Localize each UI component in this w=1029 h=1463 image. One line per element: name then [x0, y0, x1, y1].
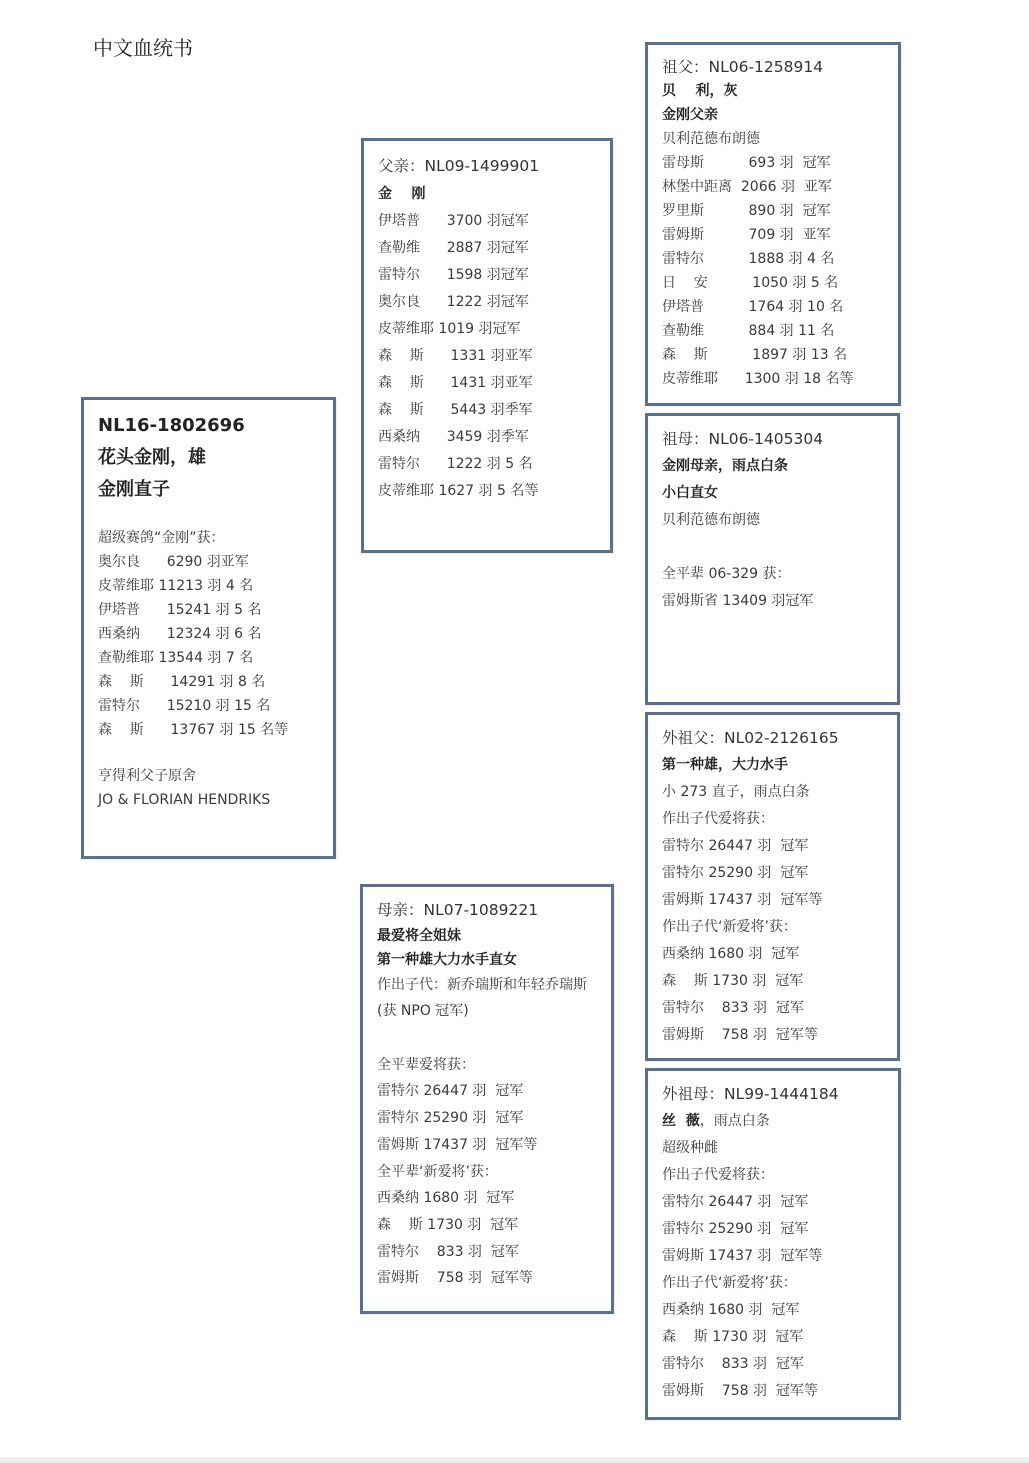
- record-line: 森 斯 14291 羽 8 名: [98, 674, 266, 690]
- paternal-grandsire-header: 祖父：NL06-1258914: [662, 58, 824, 76]
- record-line: 雷姆斯 709 羽 亚军: [662, 227, 831, 243]
- record-line: 雷母斯 693 羽 冠军: [662, 155, 831, 171]
- record-line: 作出子代‘新爱将’获：: [662, 1275, 797, 1291]
- bold-text-line: 金刚父亲: [662, 107, 718, 123]
- record-line: 西桑纳 3459 羽季军: [378, 429, 529, 445]
- record-line: 西桑纳 1680 羽 冠军: [662, 946, 800, 962]
- record-line: 雷姆斯 758 羽 冠军等: [377, 1270, 533, 1287]
- record-line: 西桑纳 1680 羽 冠军: [662, 1302, 800, 1318]
- record-line: 雷特尔 833 羽 冠军: [662, 1356, 804, 1372]
- dam-header: 母亲：NL07-1089221: [377, 901, 539, 919]
- record-line: 贝利范德布朗德: [662, 512, 760, 528]
- page-title: 中文血统书: [93, 36, 193, 60]
- record-line: 林堡中距离 2066 羽 亚军: [662, 179, 832, 195]
- record-line: 超级种雌: [662, 1140, 718, 1156]
- maternal-granddam-header: 外祖母：NL99-1444184: [662, 1085, 839, 1103]
- record-line: 森 斯 5443 羽季军: [378, 402, 533, 418]
- record-line: 贝利范德布朗德: [662, 131, 760, 147]
- record-line: 亨得利父子原舍: [98, 768, 196, 784]
- record-line: 全平辈 06-329 获：: [662, 566, 791, 582]
- record-line: 雷特尔 1888 羽 4 名: [662, 251, 835, 267]
- record-line: 森 斯 1331 羽亚军: [378, 348, 533, 364]
- paternal-granddam-header: 祖母：NL06-1405304: [662, 430, 824, 448]
- record-line: 森 斯 1431 羽亚军: [378, 375, 533, 391]
- page-bottom-edge: [0, 1457, 1029, 1463]
- record-line: 雷姆斯 758 羽 冠军等: [662, 1027, 818, 1043]
- subject-lines: [98, 526, 333, 812]
- record-line: 雷特尔 1598 羽冠军: [378, 267, 529, 283]
- maternal-granddam-name-line: [662, 1108, 898, 1135]
- record-line: 雷姆斯 17437 羽 冠军等: [662, 892, 823, 908]
- maternal-granddam-name: 丝 薇: [662, 1113, 700, 1129]
- paternal-granddam-lines: [662, 507, 897, 615]
- record-line: 雷特尔 25290 羽 冠军: [377, 1110, 524, 1127]
- record-line: 雷特尔 26447 羽 冠军: [662, 838, 809, 854]
- record-line: 雷姆斯省 13409 羽冠军: [662, 593, 814, 609]
- record-line: 超级赛鸽“金刚”获：: [98, 530, 225, 546]
- subject-name: 花头金刚，雄: [98, 447, 206, 468]
- record-line: 雷姆斯 17437 羽 冠军等: [377, 1136, 538, 1153]
- record-line: 全平辈‘新爱将’获：: [377, 1163, 498, 1180]
- record-line: 森 斯 13767 羽 15 名等: [98, 722, 289, 738]
- sire-lines: [378, 208, 610, 505]
- record-line: 伊塔普 1764 羽 10 名: [662, 299, 844, 315]
- subject-ring-number: NL16-1802696: [98, 415, 245, 436]
- sire-card: [361, 138, 613, 553]
- subject-relation: 金刚直子: [98, 479, 170, 500]
- paternal-grandsire-bold-lines: [662, 79, 898, 127]
- record-line: 奥尔良 1222 羽冠军: [378, 294, 529, 310]
- record-line: 皮蒂维耶 11213 羽 4 名: [98, 578, 254, 594]
- sire-header: 父亲：NL09-1499901: [378, 157, 540, 175]
- record-line: 皮蒂维耶 1627 羽 5 名等: [378, 483, 539, 499]
- maternal-grandsire-card: [645, 712, 900, 1061]
- paternal-granddam-card: [645, 413, 900, 705]
- record-line: 奥尔良 6290 羽亚军: [98, 554, 249, 570]
- record-line: 罗里斯 890 羽 冠军: [662, 203, 831, 219]
- record-line: 伊塔普 15241 羽 5 名: [98, 602, 262, 618]
- paternal-grandsire-card: [645, 42, 901, 406]
- record-line: 雷特尔 25290 羽 冠军: [662, 1221, 809, 1237]
- record-line: 作出子代爱将获：: [662, 811, 774, 827]
- record-line: 查勒维耶 13544 羽 7 名: [98, 650, 254, 666]
- record-line: 查勒维 2887 羽冠军: [378, 240, 529, 256]
- record-line: 日 安 1050 羽 5 名: [662, 275, 839, 291]
- record-line: 森 斯 1730 羽 冠军: [377, 1216, 519, 1233]
- record-line: 雷特尔 1222 羽 5 名: [378, 456, 533, 472]
- record-line: 雷姆斯 758 羽 冠军等: [662, 1383, 818, 1399]
- maternal-granddam-card: [645, 1068, 901, 1420]
- bold-text-line: 第一种雄大力水手直女: [377, 951, 517, 968]
- record-line: 作出子代：新乔瑞斯和年轻乔瑞斯: [377, 976, 587, 993]
- bold-text-line: 金刚母亲，雨点白条: [662, 458, 788, 474]
- record-line: 小 273 直子，雨点白条: [662, 784, 810, 800]
- record-line: 雷特尔 25290 羽 冠军: [662, 865, 809, 881]
- record-line: JO & FLORIAN HENDRIKS: [98, 792, 271, 808]
- spacer-line: [377, 1025, 611, 1052]
- record-line: 雷特尔 26447 羽 冠军: [377, 1083, 524, 1100]
- record-line: 皮蒂维耶 1300 羽 18 名等: [662, 371, 854, 387]
- dam-bold-lines: [377, 924, 611, 972]
- record-line: 作出子代爱将获：: [662, 1167, 774, 1183]
- record-line: 查勒维 884 羽 11 名: [662, 323, 835, 339]
- maternal-grandsire-header: 外祖父：NL02-2126165: [662, 729, 839, 747]
- dam-card: [360, 884, 614, 1314]
- record-line: 雷特尔 26447 羽 冠军: [662, 1194, 809, 1210]
- maternal-grandsire-bold-lines: [662, 752, 897, 779]
- maternal-granddam-lines: [662, 1135, 898, 1405]
- record-line: (获 NPO 冠军): [377, 1003, 469, 1020]
- record-line: 森 斯 1730 羽 冠军: [662, 973, 804, 989]
- bold-text-line: 贝 利，灰: [662, 83, 738, 99]
- dam-lines: [377, 972, 611, 1292]
- record-line: 伊塔普 3700 羽冠军: [378, 213, 529, 229]
- record-line: 森 斯 1730 羽 冠军: [662, 1329, 804, 1345]
- bold-text-line: 小白直女: [662, 485, 718, 501]
- record-line: 森 斯 1897 羽 13 名: [662, 347, 848, 363]
- maternal-granddam-color: ，雨点白条: [699, 1113, 770, 1129]
- record-line: 全平辈爱将获：: [377, 1056, 475, 1073]
- sire-name: 金 刚: [378, 186, 426, 202]
- spacer-line: [98, 742, 333, 764]
- record-line: 雷特尔 15210 羽 15 名: [98, 698, 271, 714]
- record-line: 雷姆斯 17437 羽 冠军等: [662, 1248, 823, 1264]
- bold-text-line: 第一种雄，大力水手: [662, 757, 788, 773]
- record-line: 西桑纳 12324 羽 6 名: [98, 626, 262, 642]
- spacer-line: [662, 534, 897, 561]
- record-line: 西桑纳 1680 羽 冠军: [377, 1190, 515, 1207]
- paternal-granddam-bold-lines: [662, 453, 897, 507]
- record-line: 雷特尔 833 羽 冠军: [662, 1000, 804, 1016]
- subject-pigeon-card: [81, 397, 336, 859]
- record-line: 作出子代‘新爱将’获：: [662, 919, 797, 935]
- paternal-grandsire-lines: [662, 127, 898, 391]
- maternal-grandsire-lines: [662, 779, 897, 1049]
- record-line: 雷特尔 833 羽 冠军: [377, 1243, 519, 1260]
- bold-text-line: 最爱将全姐妹: [377, 927, 461, 944]
- record-line: 皮蒂维耶 1019 羽冠军: [378, 321, 521, 337]
